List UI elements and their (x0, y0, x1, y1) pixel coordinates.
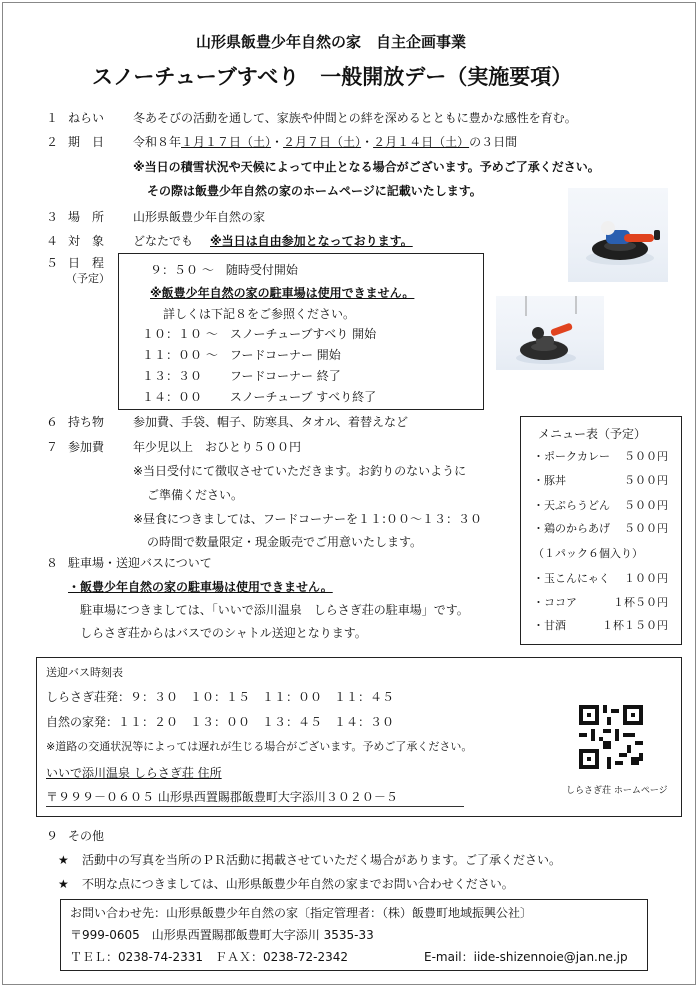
item8-line2: 駐車場につきましては、「いいで添川温泉 しらさぎ荘の駐車場」です。 (80, 603, 469, 617)
date-suffix: の３日間 (469, 135, 518, 149)
contact-phone-fax: ＴＥＬ：0238-74-2331 ＦＡＸ：0238-72-2342 (70, 950, 349, 964)
item7-note2b: の時間で数量限定・現金販売でご用意いたします。 (147, 535, 423, 549)
star-icon: ★ (58, 853, 69, 867)
item8-bullet: ・飯豊少年自然の家の駐車場は使用できません。 (68, 580, 333, 594)
menu-item-price: ５００円 (624, 522, 668, 535)
item7-label: 参加費 (68, 440, 105, 454)
item9-num: ９ (46, 829, 59, 843)
schedule-line-2: ※飯豊少年自然の家の駐車場は使用できません。 (150, 286, 415, 300)
menu-box (520, 416, 682, 645)
menu-item-price: １００円 (624, 572, 668, 585)
bus-title: 送迎バス時刻表 (46, 666, 123, 679)
item7-note1b: ご準備ください。 (147, 488, 244, 502)
menu-item-name: ・天ぷらうどん (533, 499, 610, 512)
item2-note2: その際は飯豊少年自然の家のホームページに記載いたします。 (147, 184, 482, 198)
item4-text: どなたでも (133, 234, 194, 248)
qr-caption: しらさぎ荘 ホームページ (566, 786, 668, 796)
menu-item-price: ５００円 (624, 450, 668, 463)
menu-item-name: ・甘酒 (533, 619, 566, 632)
snow-tube-photo-2 (496, 296, 604, 370)
bus-row-1 (46, 690, 394, 705)
menu-item-price: ５００円 (624, 499, 668, 512)
item7-num: ７ (46, 440, 59, 454)
page-title: スノーチューブすべり 一般開放デー（実施要項） (92, 65, 573, 89)
star-icon: ★ (58, 877, 69, 891)
menu-item-name: ・鶏のからあげ (533, 522, 610, 535)
item5-sub: （予定） (66, 272, 110, 285)
schedule-line-6: １３：３０ フードコーナー 終了 (142, 369, 341, 383)
menu-item-price: １杯１５０円 (602, 619, 668, 632)
item6-text: 参加費、手袋、帽子、防寒具、タオル、着替えなど (133, 415, 409, 429)
address-title: いいで添川温泉 しらさぎ荘 住所 (46, 766, 222, 780)
item1-label: ねらい (68, 111, 105, 125)
item8-num: ８ (46, 556, 59, 570)
org-title: 山形県飯豊少年自然の家 自主企画事業 (196, 33, 467, 51)
item3-num: ３ (46, 210, 59, 224)
menu-item-name: ・玉こんにゃく (533, 572, 610, 585)
address: 〒９９９－０６０５ 山形県西置賜郡飯豊町大字添川３０２０－５ (46, 790, 398, 804)
item9-line2: 不明な点につきましては、山形県飯豊少年自然の家までお問い合わせください。 (82, 877, 514, 891)
date-1: １月１７日（土） (181, 135, 272, 149)
item9-line1: 活動中の写真を当所のＰＲ活動に掲載させていただく場合があります。ご了承ください。 (82, 853, 562, 867)
menu-item-name: ・ココア (533, 596, 577, 609)
bus-row-1-label: しらさぎ荘発 (46, 690, 119, 704)
item2-dates (133, 135, 517, 150)
item5-num: ５ (46, 256, 59, 270)
contact-address: 〒999-0605 山形県西置賜郡飯豊町大字添川 3535-33 (70, 928, 374, 942)
schedule-line-1: ９：５０ ～ 随時受付開始 (150, 263, 298, 277)
bus-row-1-times: ：９：３０ １０：１５ １１：００ １１：４５ (118, 690, 395, 704)
item3-text: 山形県飯豊少年自然の家 (133, 210, 266, 224)
contact-email: E-mail：iide-shizennoie@jan.ne.jp (424, 950, 628, 964)
item8-label: 駐車場・送迎バスについて (68, 556, 212, 570)
item6-label: 持ち物 (68, 415, 105, 429)
item2-note1: ※当日の積雪状況や天候によって中止となる場合がございます。予めご了承ください。 (133, 160, 600, 174)
item7-note2a: ※昼食につきましては、フードコーナーを１１:００～１３：３０ (133, 512, 483, 526)
menu-item-price: ５００円 (624, 474, 668, 487)
item4-num: ４ (46, 234, 59, 248)
menu-item-name: （１パック６個入り） (533, 547, 643, 560)
item8-line3: しらさぎ荘からはバスでのシャトル送迎となります。 (80, 626, 367, 640)
schedule-line-4: １０：１０ ～ スノーチューブすべり 開始 (142, 327, 377, 341)
item2-label: 期 日 (68, 135, 105, 149)
schedule-line-3: 詳しくは下記８をご参照ください。 (163, 307, 356, 321)
qr-code (579, 705, 643, 769)
item1-num: １ (46, 111, 59, 125)
item2-num: ２ (46, 135, 59, 149)
menu-item-price: １杯５０円 (613, 596, 668, 609)
item4-label: 対 象 (68, 234, 105, 248)
schedule-line-7: １４：００ スノーチューブ すべり終了 (142, 390, 377, 404)
item1-text: 冬あそびの活動を通して、家族や仲間との絆を深めるとともに豊かな感性を育む。 (133, 111, 577, 125)
item7-note1a: ※当日受付にて徴収させていただきます。お釣りのないように (133, 464, 467, 478)
menu-title: メニュー表（予定） (538, 427, 647, 441)
item6-num: ６ (46, 415, 59, 429)
bus-row-2-times: ：１１：２０ １３：００ １３：４５ １４：３０ (106, 715, 395, 729)
date-3: ２月１４日（土） (373, 135, 470, 149)
item4-note: ※当日は自由参加となっております。 (210, 234, 413, 248)
item5-label: 日 程 (68, 256, 105, 270)
address-underline (46, 806, 464, 807)
bus-row-2 (46, 715, 394, 730)
date-2: ２月７日（土） (283, 135, 362, 149)
contact-line-1: お問い合わせ先：山形県飯豊少年自然の家〔指定管理者：（株）飯豊町地域振興公社〕 (70, 906, 533, 920)
item7-text: 年少児以上 おひとり５００円 (133, 440, 302, 454)
item3-label: 場 所 (68, 210, 105, 224)
bus-note: ※道路の交通状況等によっては遅れが生じる場合がございます。予めご了承ください。 (46, 740, 473, 753)
menu-item-name: ・ポークカレー (533, 450, 610, 463)
schedule-line-5: １１：００ ～ フードコーナー 開始 (142, 348, 341, 362)
date-sep-2: ・ (361, 135, 374, 149)
item9-label: その他 (68, 829, 105, 843)
menu-item-name: ・豚丼 (533, 474, 566, 487)
date-prefix: 令和８年 (133, 135, 182, 149)
date-sep-1: ・ (271, 135, 284, 149)
snow-tube-photo-1 (568, 188, 668, 282)
bus-row-2-label: 自然の家発 (46, 715, 107, 729)
